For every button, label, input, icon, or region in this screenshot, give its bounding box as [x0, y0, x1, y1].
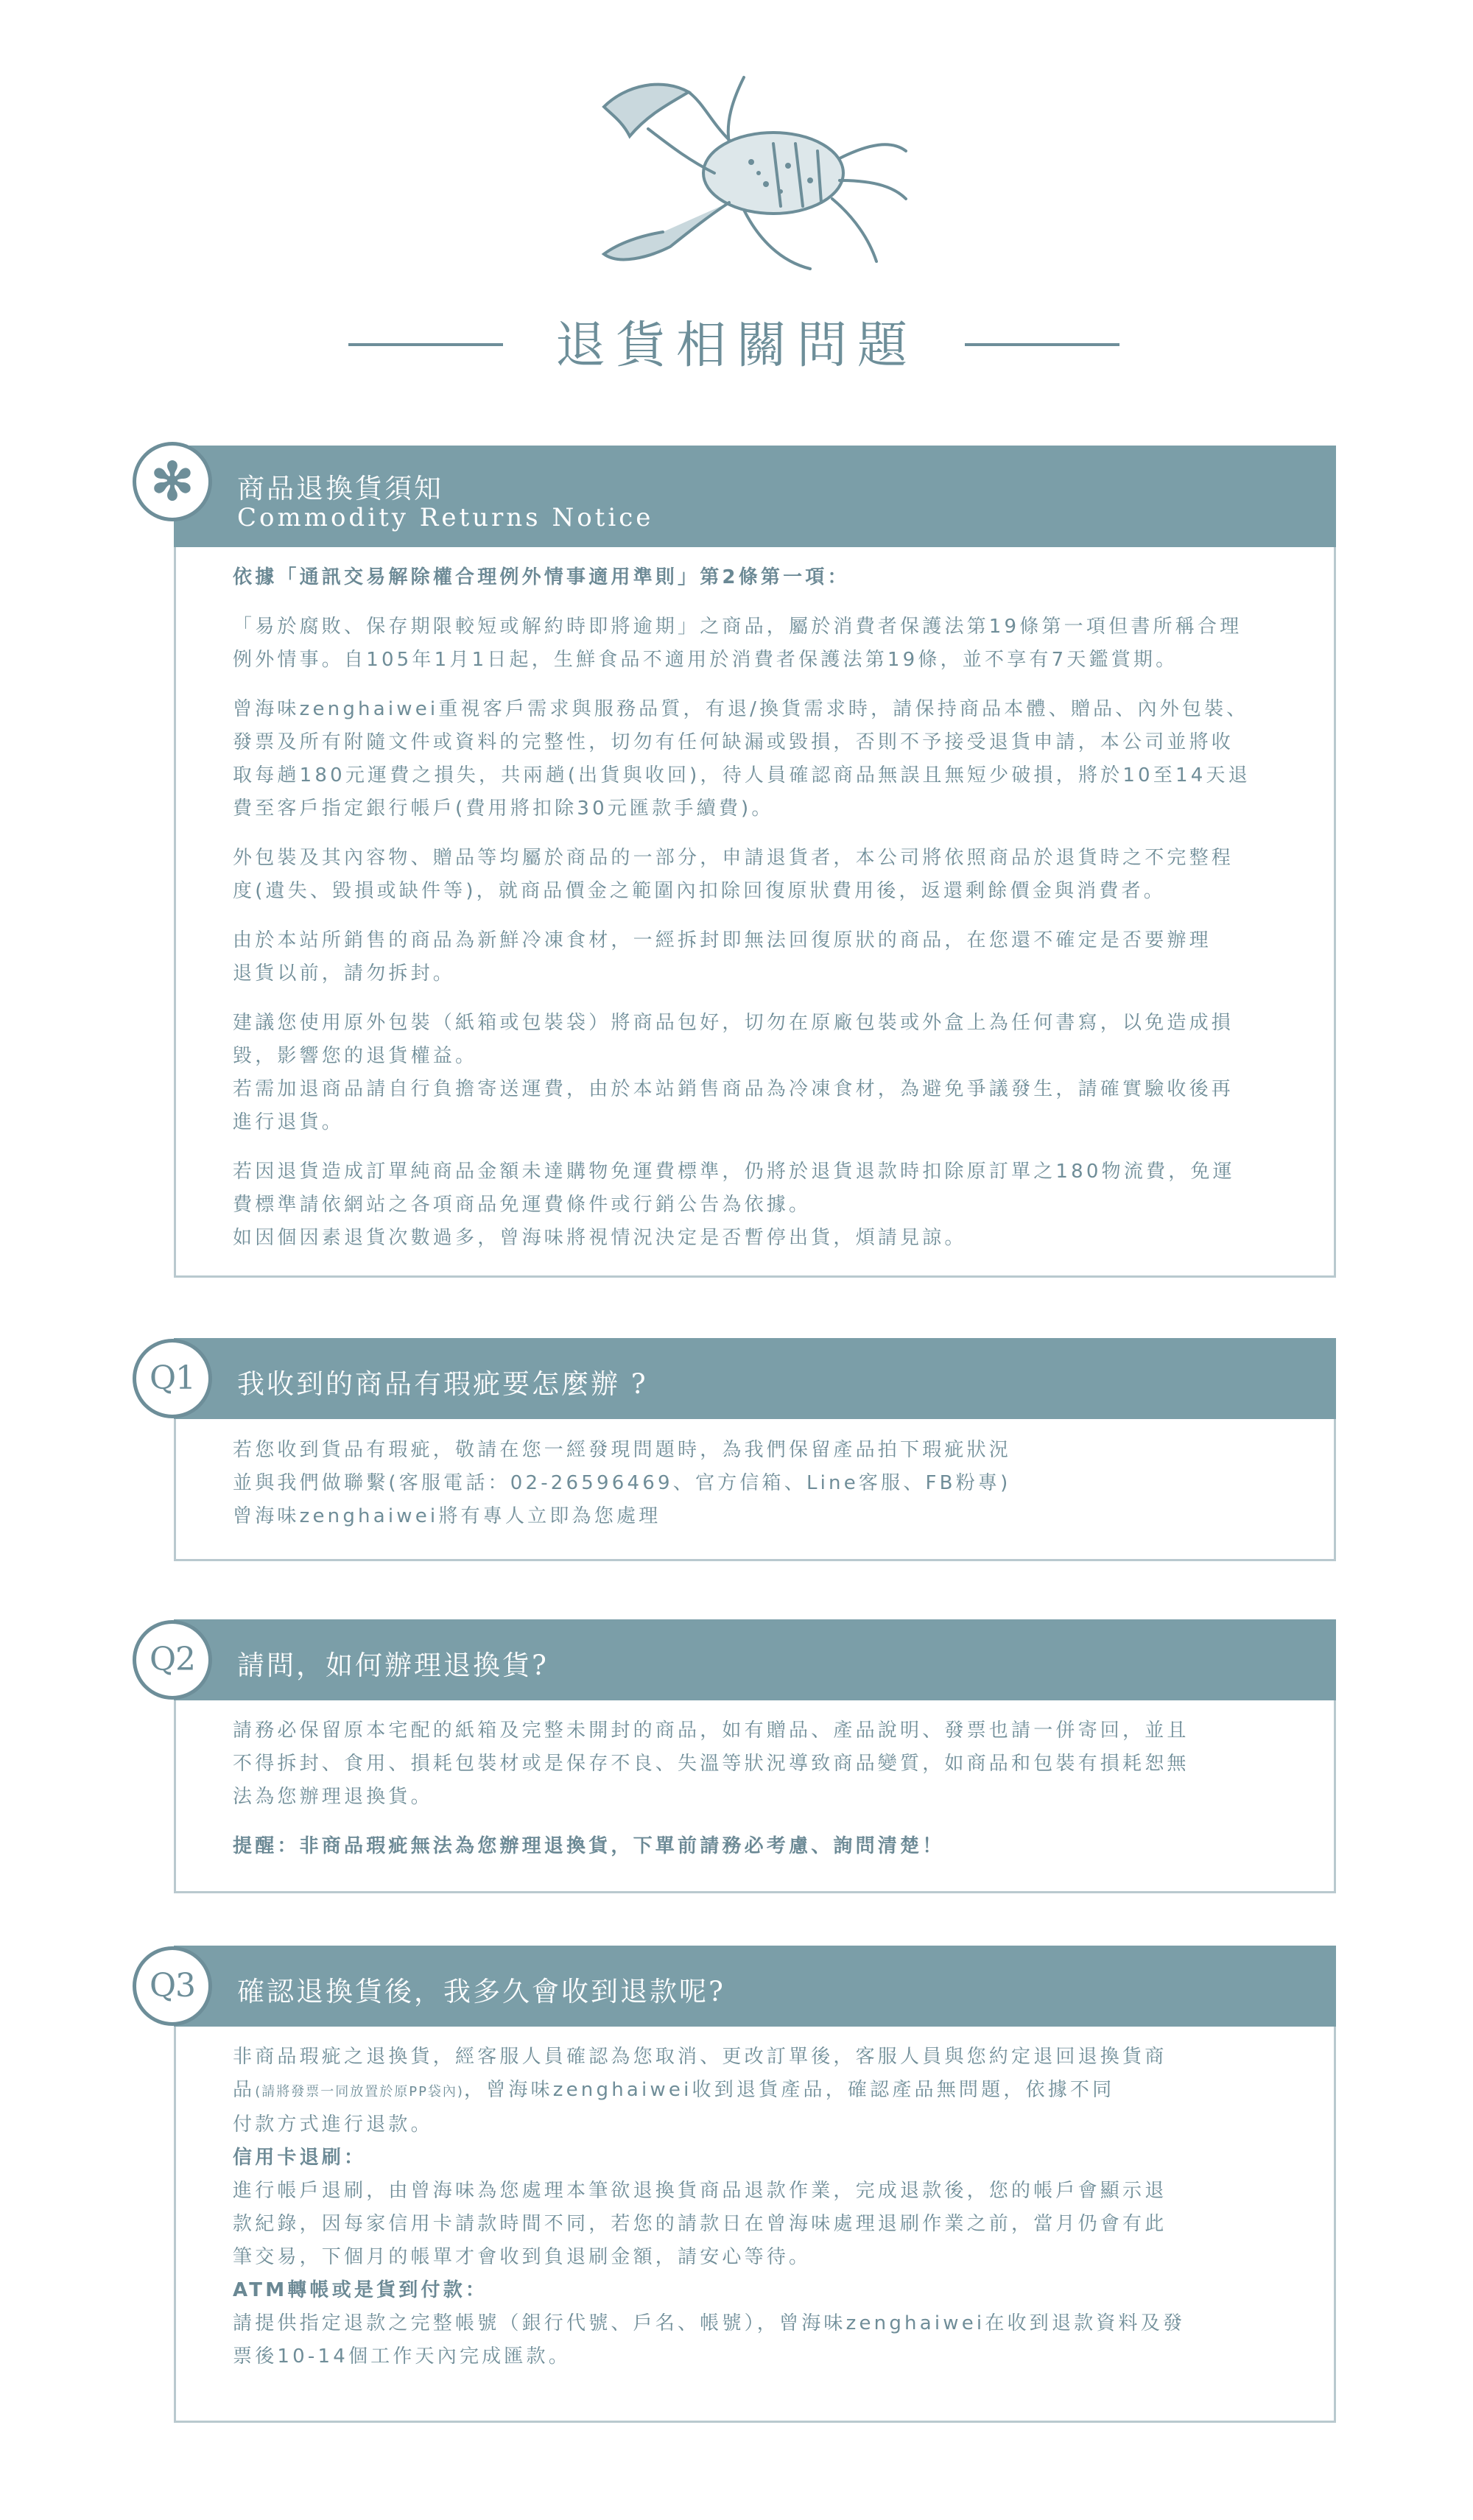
- notice-p6-line: 如因個因素退貨次數過多，曾海味將視情況決定是否暫停出貨，煩請見諒。: [233, 1227, 967, 1249]
- q2-header: [174, 1619, 1336, 1700]
- notice-p2-line: 費至客戶指定銀行帳戶(費用將扣除30元匯款手續費)。: [233, 798, 774, 820]
- notice-header: [174, 446, 1336, 547]
- notice-p5-line: 若需加退商品請自行負擔寄送運費，由於本站銷售商品為冷凍食材，為避免爭議發生，請確實驗收後再: [233, 1078, 1234, 1100]
- notice-p2-line: 曾海味zenghaiwei重視客戶需求與服務品質，有退/換貨需求時，請保持商品本體、贈品、內外包裝、: [233, 698, 1249, 720]
- q3-badge: Q3: [133, 1946, 212, 2026]
- q1-content: [233, 1434, 1308, 1533]
- notice-p3-line: 度(遺失、毀損或缺件等)，就商品價金之範圍內扣除回復原狀費用後，返還剩餘價金與消費者。: [233, 880, 1166, 902]
- notice-title-en: Commodity Returns Notice: [237, 503, 654, 532]
- q2-badge: Q2: [133, 1620, 212, 1700]
- lobster-illustration: [560, 70, 913, 284]
- notice-p1-line: 例外情事。自105年1月1日起，生鮮食品不適用於消費者保護法第19條，並不享有7天鑑賞期。: [233, 649, 1178, 671]
- q3-credit-line: 進行帳戶退刷，由曾海味為您處理本筆欲退換貨商品退款作業，完成退款後，您的帳戶會顯示退: [233, 2180, 1167, 2202]
- q3-atm-line: 票後10-14個工作天內完成匯款。: [233, 2345, 571, 2368]
- q3-credit-line: 筆交易，下個月的帳單才會收到負退刷金額，請安心等待。: [233, 2246, 812, 2268]
- notice-p2-line: 發票及所有附隨文件或資料的完整性，切勿有任何缺漏或毀損，否則不予接受退貨申請，本公司並將收: [233, 731, 1234, 753]
- q3-atm-line: 請提供指定退款之完整帳號（銀行代號、戶名、帳號），曾海味zenghaiwei在收到退款資料及發: [233, 2312, 1186, 2334]
- notice-p4-line: 退貨以前，請勿拆封。: [233, 962, 456, 985]
- q3-content: [233, 2041, 1308, 2373]
- notice-p5-line: 毀，影響您的退貨權益。: [233, 1045, 478, 1067]
- q2-line: 不得拆封、食用、損耗包裝材或是保存不良、失溫等狀況導致商品變質，如商品和包裝有損耗恕無: [233, 1753, 1189, 1775]
- q3-line: 非商品瑕疵之退換貨，經客服人員確認為您取消、更改訂單後，客服人員與您約定退回退換貨商: [233, 2046, 1167, 2068]
- q1-line: 並與我們做聯繫(客服電話：02-26596469、官方信箱、Line客服、FB粉專): [233, 1472, 1011, 1494]
- notice-p4-line: 由於本站所銷售的商品為新鮮冷凍食材，一經拆封即無法回復原狀的商品，在您還不確定是否要辦理: [233, 929, 1212, 951]
- notice-heading: 依據「通訊交易解除權合理例外情事適用準則」第2條第一項：: [233, 566, 850, 588]
- title-line-right: [965, 343, 1119, 346]
- notice-content: [233, 561, 1308, 1255]
- notice-p1-line: 「易於腐敗、保存期限較短或解約時即將逾期」之商品，屬於消費者保護法第19條第一項但書所稱合理: [233, 616, 1242, 638]
- notice-p5-line: 建議您使用原外包裝（紙箱或包裝袋）將商品包好，切勿在原廠包裝或外盒上為任何書寫，以免造成損: [233, 1012, 1234, 1034]
- q3-atm-heading: ATM轉帳或是貨到付款：: [233, 2279, 488, 2301]
- q2-line: 法為您辦理退換貨。: [233, 1786, 433, 1808]
- q2-line: 請務必保留原本宅配的紙箱及完整未開封的商品，如有贈品、產品說明、發票也請一併寄回，並且: [233, 1720, 1189, 1742]
- q3-line: 付款方式進行退款。: [233, 2114, 433, 2136]
- page-title: 退貨相關問題: [555, 317, 918, 375]
- q2-title: 請問，如何辦理退換貨?: [237, 1650, 549, 1681]
- notice-p6-line: 若因退貨造成訂單純商品金額未達購物免運費標準，仍將於退貨退款時扣除原訂單之180物流費，免運: [233, 1161, 1235, 1183]
- q3-title: 確認退換貨後，我多久會收到退款呢?: [237, 1976, 725, 2007]
- q3-credit-heading: 信用卡退刷：: [233, 2147, 367, 2169]
- notice-p2-line: 取每趟180元運費之損失，共兩趟(出貨與收回)，待人員確認商品無誤且無短少破損，將於10至14天退: [233, 764, 1251, 786]
- notice-p6-line: 費標準請依網站之各項商品免運費條件或行銷公告為依據。: [233, 1194, 812, 1216]
- q2-content: [233, 1714, 1308, 1863]
- asterisk-icon: ✻: [150, 451, 194, 512]
- asterisk-badge: [133, 442, 212, 521]
- q2-reminder: 提醒：非商品瑕疵無法為您辦理退換貨，下單前請務必考慮、詢問清楚！: [233, 1835, 945, 1857]
- notice-p5-line: 進行退貨。: [233, 1111, 345, 1133]
- q1-title: 我收到的商品有瑕疵要怎麼辦 ?: [237, 1368, 648, 1400]
- q3-header: [174, 1946, 1336, 2027]
- q1-badge: Q1: [133, 1339, 212, 1418]
- notice-p3-line: 外包裝及其內容物、贈品等均屬於商品的一部分，申請退貨者，本公司將依照商品於退貨時之不完整程: [233, 847, 1234, 869]
- q3-credit-line: 款紀錄，因每家信用卡請款時間不同，若您的請款日在曾海味處理退刷作業之前，當月仍會有此: [233, 2213, 1167, 2235]
- page-title-row: [0, 313, 1473, 379]
- q3-line: 品(請將發票一同放置於原PP袋內)，曾海味zenghaiwei收到退貨產品，確認產品無問題，依據不同: [233, 2079, 1115, 2101]
- title-line-left: [348, 343, 503, 346]
- q1-line: 若您收到貨品有瑕疵，敬請在您一經發現問題時，為我們保留產品拍下瑕疵狀況: [233, 1439, 1012, 1461]
- q3-invoice-note: (請將發票一同放置於原PP袋內): [255, 2084, 464, 2100]
- q1-line: 曾海味zenghaiwei將有專人立即為您處理: [233, 1505, 661, 1527]
- notice-title-zh: 商品退換貨須知: [237, 473, 443, 504]
- q1-header: [174, 1338, 1336, 1419]
